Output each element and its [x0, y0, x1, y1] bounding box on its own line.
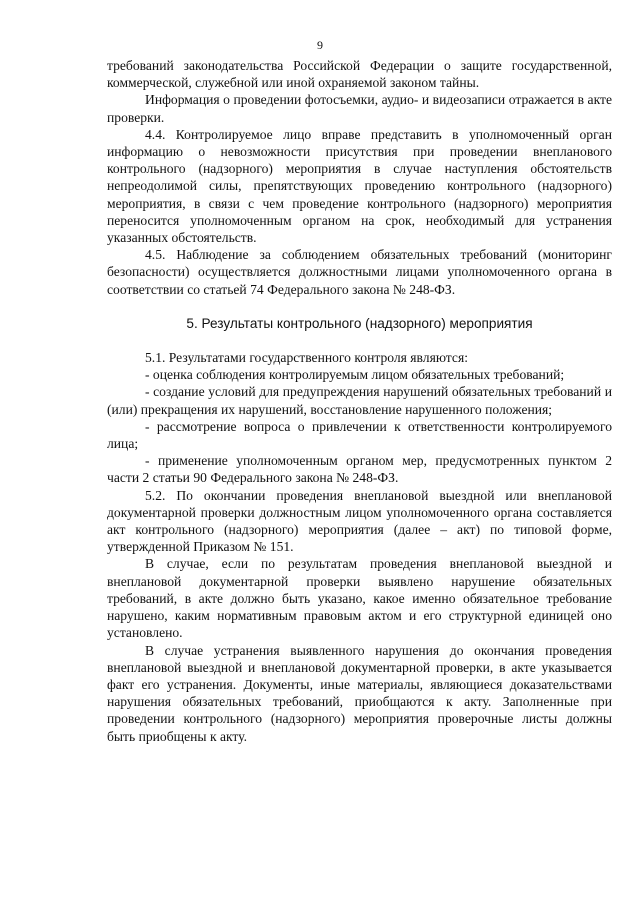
paragraph-4-5: 4.5. Наблюдение за соблюдением обязательных требований (мониторинг безопасности) осуществляется должностными лицами уполномоченного органа в соответствии со статьей 74 Федерального закона № 248-ФЗ.: [107, 247, 612, 297]
page-number: 9: [317, 38, 323, 52]
paragraph-media-recording: Информация о проведении фотосъемки, аудио- и видеозаписи отражается в акте проверки.: [107, 92, 612, 125]
list-item-measures: - применение уполномоченным органом мер, предусмотренных пунктом 2 части 2 статьи 90 Федерального закона № 248-ФЗ.: [107, 453, 612, 486]
paragraph-4-4: 4.4. Контролируемое лицо вправе представить в уполномоченный орган информацию о невозможности присутствия при проведении внепланового контрольного (надзорного) мероприятия в случае наступления обстоятельств непреодолимой силы, препятствующих проведению контрольного (надзорного) мероприятия, в связи с чем проведение контрольного (надзорного) мероприятия переносится уполномоченным органом на срок, необходимый для устранения указанных обстоятельств.: [107, 126, 612, 246]
paragraph-continuation: требований законодательства Российской Федерации о защите государственной, коммерческой, служебной или иной охраняемой законом тайны.: [107, 58, 612, 91]
section-heading: 5. Результаты контрольного (надзорного) мероприятия: [186, 315, 533, 331]
paragraph-violation-fixed: В случае устранения выявленного нарушения до окончания проведения внеплановой выездной и внеплановой документарной проверки, в акте указывается факт его устранения. Документы, иные материалы, являющиеся доказательствами нарушения обязательных требований, приобщаются к акту. Заполненные при проведении контрольного (надзорного) мероприятия проверочные листы должны быть приобщены к акту.: [107, 642, 612, 744]
list-item-assessment: - оценка соблюдения контролируемым лицом обязательных требований;: [145, 367, 565, 383]
list-item-prevention: - создание условий для предупреждения нарушений обязательных требований и (или) прекращения их нарушений, восстановление нарушенного положения;: [107, 384, 612, 417]
document-body: [107, 57, 612, 745]
list-item-liability: - рассмотрение вопроса о привлечении к ответственности контролируемого лица;: [107, 418, 612, 452]
paragraph-5-1: 5.1. Результатами государственного контроля являются:: [145, 350, 468, 366]
paragraph-violation-found: В случае, если по результатам проведения внеплановой выездной и внеплановой документарной проверки выявлено нарушение обязательных требований, в акте должно быть указано, какое именно обязательное требование нарушено, каким нормативным правовым актом и его структурной единицей оно установлено.: [107, 556, 612, 641]
paragraph-5-2: 5.2. По окончании проведения внеплановой выездной или внеплановой документарной проверки должностным лицом уполномоченного органа составляется акт контрольного (надзорного) мероприятия (далее – акт) по типовой форме, утвержденной Приказом № 151.: [107, 487, 612, 555]
